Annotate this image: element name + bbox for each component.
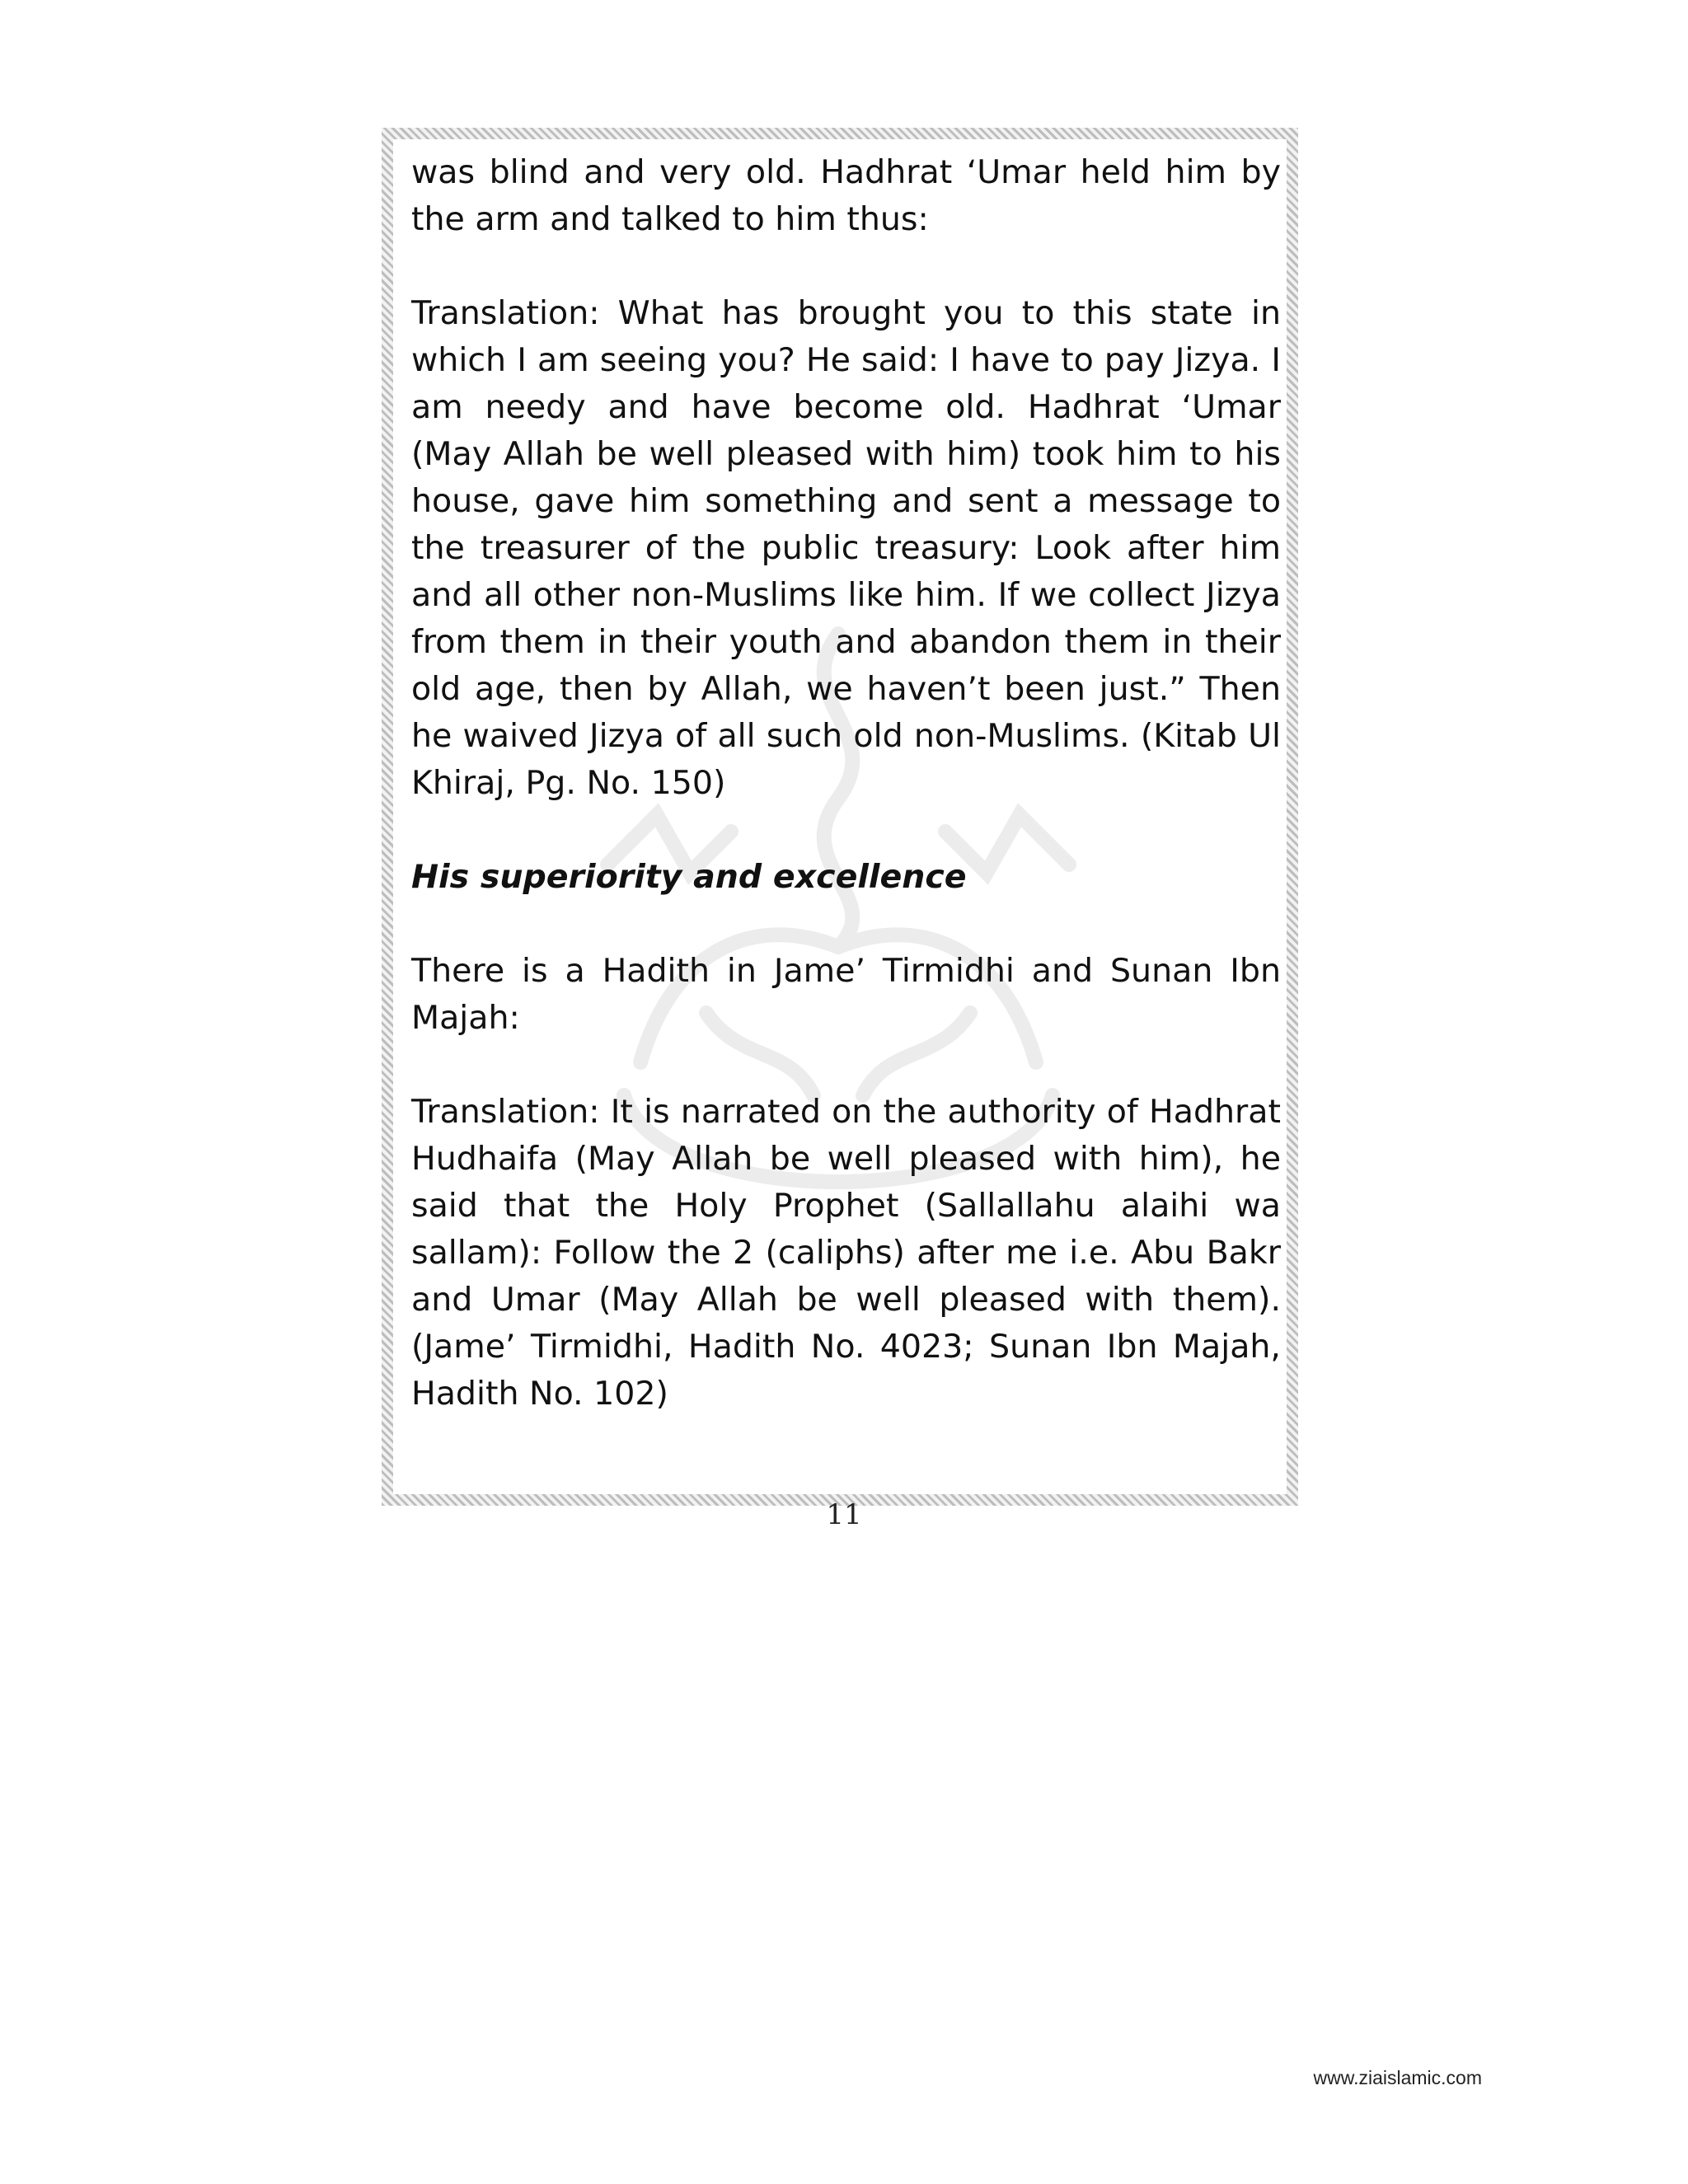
site-url: www.ziaislamic.com bbox=[1313, 2067, 1482, 2088]
page-number: 11 bbox=[826, 1498, 862, 1531]
paragraph-translation-hudhaifa: Translation: It is narrated on the authority of Hadhrat Hudhaifa (May Allah be well pleased with him), he said that the Holy Prophet (Sallallahu alaihi wa sallam): Follow the 2 (caliphs) after me i.e. Abu Bakr and Umar (May Allah be well pleased with them). (Jame’ Tirmidhi, Hadith No. 4023; Sunan Ibn Majah, Hadith No. 102) bbox=[411, 1093, 1281, 1413]
page-border-frame bbox=[382, 128, 1298, 1506]
section-heading: His superiority and excellence bbox=[411, 858, 967, 896]
document-body bbox=[411, 149, 1281, 1465]
paragraph-hadith-intro: There is a Hadith in Jame’ Tirmidhi and Sunan Ibn Majah: bbox=[411, 952, 1281, 1037]
paragraph-opening: was blind and very old. Hadhrat ‘Umar held him by the arm and talked to him thus: bbox=[411, 153, 1281, 238]
paragraph-translation-umar: Translation: What has brought you to this state in which I am seeing you? He said: I have to pay Jizya. I am needy and have become old. Hadhrat ‘Umar (May Allah be well pleased with him) took him to his house, gave him something and sent a message to the treasurer of the public treasury: Look after him and all other non-Muslims like him. If we collect Jizya from them in their youth and abandon them in their old age, then by Allah, we haven’t been just.” Then he waived Jizya of all such old non-Muslims. (Kitab Ul Khiraj, Pg. No. 150) bbox=[411, 294, 1281, 802]
